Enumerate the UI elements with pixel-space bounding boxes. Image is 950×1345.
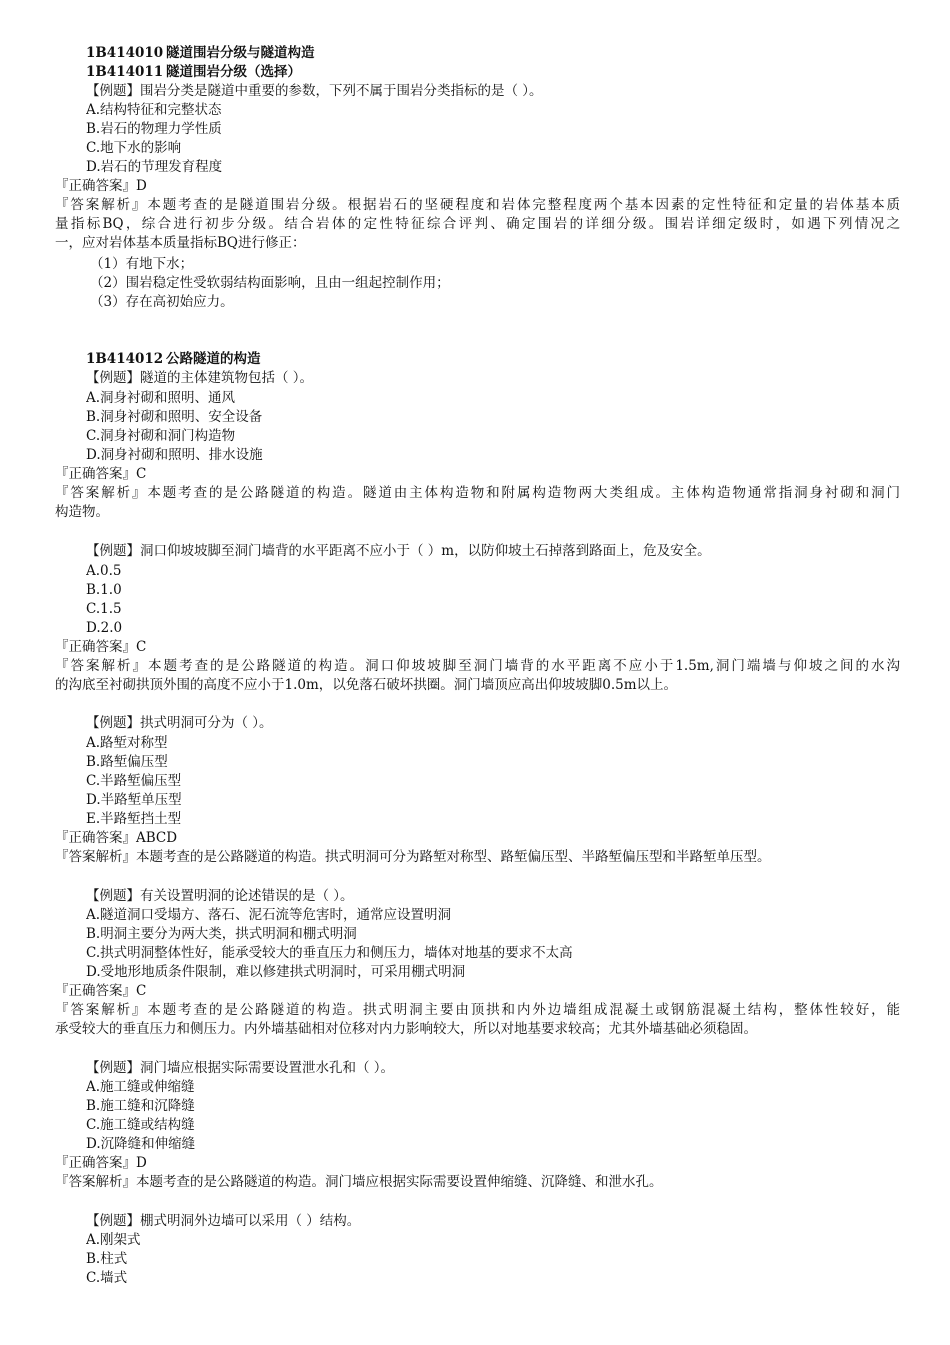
answer-analysis: 构造物。 [55,504,109,520]
subsection-code: 1B414011 [86,64,164,80]
option-a: A.施工缝或伸缩缝 [86,1079,195,1095]
correct-answer: 『正确答案』D [55,178,147,194]
answer-analysis: 『答案解析』本题考查的是公路隧道的构造。洞门墙应根据实际需要设置伸缩缝、沉降缝、和泄水孔。 [55,1174,663,1190]
answer-analysis: 『答案解析』本题考查的是公路隧道的构造。洞口仰坡坡脚至洞门墙背的水平距离不应小于1.5m,洞门端墙与仰坡之间的水沟 [55,658,900,674]
list-item: （2）围岩稳定性受软弱结构面影响，且由一组起控制作用； [90,275,450,291]
answer-analysis: 一，应对岩体基本质量指标BQ进行修正： [55,235,306,251]
option-c: C.施工缝或结构缝 [86,1117,195,1133]
option-b: B.施工缝和沉降缝 [86,1098,195,1114]
answer-analysis: 『答案解析』本题考查的是公路隧道的构造。拱式明洞可分为路堑对称型、路堑偏压型、半路堑偏压型和半路堑单压型。 [55,849,771,865]
option-c: C.1.5 [86,601,122,617]
option-a: A.刚架式 [86,1232,141,1248]
option-d: D.半路堑单压型 [86,792,182,808]
option-a: A.路堑对称型 [86,735,168,751]
section-heading [86,44,900,63]
option-d: D.受地形地质条件限制，难以修建拱式明洞时，可采用棚式明洞 [86,964,466,980]
list-item: （1）有地下水； [90,256,194,272]
option-b: B.岩石的物理力学性质 [86,121,222,137]
subsection-heading [86,63,900,82]
correct-answer: 『正确答案』D [55,1155,147,1171]
answer-analysis: 『答案解析』本题考查的是隧道围岩分级。根据岩石的坚硬程度和岩体完整程度两个基本因素的定性特征和定量的岩体基本质 [55,197,900,213]
option-a: A.0.5 [86,563,122,579]
option-c: C.半路堑偏压型 [86,773,182,789]
question-text: 【例题】围岩分类是隧道中重要的参数，下列不属于围岩分类指标的是（ ）。 [86,83,543,99]
subsection-title: 隧道围岩分级（选择） [166,64,301,80]
question-text: 【例题】洞口仰坡坡脚至洞门墙背的水平距离不应小于（ ）m，以防仰坡土石掉落到路面上，危及安全。 [86,543,711,559]
subsection-title: 公路隧道的构造 [166,351,261,367]
option-b: B.1.0 [86,582,122,598]
option-c: C.地下水的影响 [86,140,182,156]
option-c: C.墙式 [86,1270,128,1286]
option-c: C.洞身衬砌和洞门构造物 [86,428,236,444]
correct-answer: 『正确答案』C [55,983,147,999]
section-title: 隧道围岩分级与隧道构造 [166,45,315,61]
option-c: C.拱式明洞整体性好，能承受较大的垂直压力和侧压力，墙体对地基的要求不太高 [86,945,573,961]
answer-analysis: 承受较大的垂直压力和侧压力。内外墙基础相对位移对内力影响较大，所以对地基要求较高；尤其外墙基础必须稳固。 [55,1021,757,1037]
question-text: 【例题】洞门墙应根据实际需要设置泄水孔和（ ）。 [86,1060,395,1076]
correct-answer: 『正确答案』C [55,639,147,655]
option-b: B.路堑偏压型 [86,754,168,770]
answer-analysis: 『答案解析』本题考查的是公路隧道的构造。拱式明洞主要由顶拱和内外边墙组成混凝土或钢筋混凝土结构，整体性较好，能 [55,1002,900,1018]
correct-answer: 『正确答案』ABCD [55,830,178,846]
question-text: 【例题】隧道的主体建筑物包括（ ）。 [86,370,314,386]
option-b: B.明洞主要分为两大类，拱式明洞和棚式明洞 [86,926,357,942]
list-item: （3）存在高初始应力。 [90,294,234,310]
question-text: 【例题】有关设置明洞的论述错误的是（ ）。 [86,888,354,904]
option-d: D.洞身衬砌和照明、排水设施 [86,447,263,463]
option-a: A.结构特征和完整状态 [86,102,222,118]
option-b: B.洞身衬砌和照明、安全设备 [86,409,263,425]
option-a: A.洞身衬砌和照明、通风 [86,390,236,406]
option-d: D.2.0 [86,620,123,636]
option-b: B.柱式 [86,1251,128,1267]
question-text: 【例题】拱式明洞可分为（ ）。 [86,715,273,731]
subsection-code: 1B414012 [86,351,164,367]
section-code: 1B414010 [86,45,164,61]
option-e: E.半路堑挡土型 [86,811,182,827]
answer-analysis: 量指标BQ，综合进行初步分级。结合岩体的定性特征综合评判、确定围岩的详细分级。围岩详细定级时，如遇下列情况之 [55,216,900,232]
option-a: A.隧道洞口受塌方、落石、泥石流等危害时，通常应设置明洞 [86,907,452,923]
subsection-heading [86,350,900,369]
correct-answer: 『正确答案』C [55,466,147,482]
answer-analysis: 的沟底至衬砌拱顶外围的高度不应小于1.0m，以免落石破坏拱圈。洞门墙顶应高出仰坡坡脚0.5m以上。 [55,677,678,693]
option-d: D.岩石的节理发育程度 [86,159,223,175]
question-text: 【例题】棚式明洞外边墙可以采用（ ）结构。 [86,1213,361,1229]
option-d: D.沉降缝和伸缩缝 [86,1136,196,1152]
answer-analysis: 『答案解析』本题考查的是公路隧道的构造。隧道由主体构造物和附属构造物两大类组成。主体构造物通常指洞身衬砌和洞门 [55,485,900,501]
